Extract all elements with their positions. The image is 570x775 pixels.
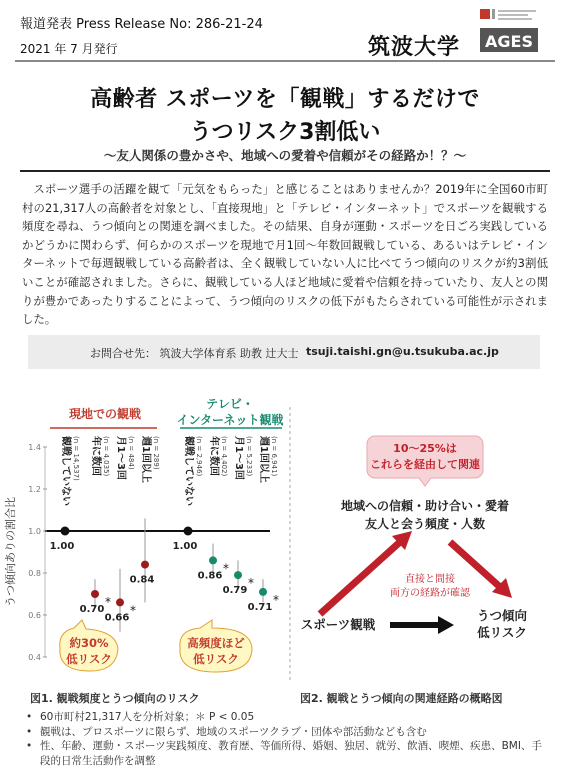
figure1-caption: 図1. 観戦頻度とうつ傾向のリスク (30, 692, 200, 705)
value-label: 0.79 (222, 585, 248, 597)
header-divider (15, 60, 555, 62)
figure2-caption: 図2. 観戦とうつ傾向の関連経路の概略図 (300, 692, 503, 705)
figures (4, 392, 560, 712)
data-point (259, 588, 267, 596)
subtitle: ～友人関係の豊かさや、地域への愛着や信頼がその経路か！？～ (103, 148, 467, 163)
press-release-number: 報道発表 Press Release No: 286-21-24 (20, 17, 263, 32)
arrow-label-line2: 両方の経路が確認 (390, 588, 470, 599)
value-label: 0.86 (197, 570, 223, 582)
category-label: 月1～3回 (115, 436, 126, 480)
value-label: 0.66 (104, 612, 130, 624)
top-callout-line2: これらを経由して関連 (370, 458, 480, 471)
y-tick-label: 0.8 (28, 569, 41, 578)
y-tick-label: 0.4 (28, 653, 41, 662)
category-n-label: (n = 6,941) (270, 436, 278, 477)
note-item: • 60市町村21,317人を分析対象；＊ P < 0.05 (22, 710, 552, 725)
black-arrow (390, 616, 454, 634)
logo-text: AGES (485, 32, 533, 51)
arrow-label-line1: 直接と間接 (405, 574, 455, 585)
note-item: • 性、年齢、運動・スポーツ実践頻度、教育歴、等価所得、婚姻、独居、就労、飲酒、喫煙、疾患、BMI、手段的日常生活動作を調整 (22, 739, 552, 768)
figure1-chart (3, 397, 283, 672)
contact-label: お問合せ先： 筑波大学体育系 助教 辻大士 (90, 347, 299, 360)
issue-date: 2021 年 7 月発行 (20, 42, 118, 56)
category-n-label: (n = 5,233) (245, 436, 253, 477)
significance-star: * (130, 603, 136, 618)
bubble-onsite-line1: 約30% (69, 636, 109, 650)
significance-star: * (248, 576, 254, 591)
panel-tv-title-line1: テレビ・ (206, 397, 254, 411)
y-tick-label: 1.0 (28, 527, 41, 536)
bubble-onsite-line2: 低リスク (66, 652, 112, 666)
headline-line-2: うつリスク3割低い (189, 120, 381, 145)
category-n-label: (n = 289) (152, 436, 160, 470)
data-point (209, 556, 217, 564)
bubble-tv-line2: 低リスク (193, 652, 239, 666)
significance-star: * (223, 561, 229, 576)
category-n-label: (n = 484) (127, 436, 135, 470)
title-divider (20, 170, 550, 172)
notes-list (22, 710, 552, 768)
value-label: 1.00 (49, 541, 75, 552)
category-label: 週1回以上 (140, 436, 151, 483)
category-label: 年に数回 (90, 436, 101, 476)
category-n-label: (n = 4,402) (220, 436, 228, 477)
value-label: 1.00 (172, 541, 198, 552)
y-ticks (28, 443, 47, 662)
exposure-label: スポーツ観戦 (300, 617, 376, 632)
data-point (116, 598, 124, 606)
panel-onsite-title: 現地での観戦 (68, 407, 142, 421)
bubble-onsite (60, 620, 118, 671)
mediator-line2: 友人と会う頻度・人数 (364, 517, 486, 531)
contact-box (28, 335, 540, 369)
university-name: 筑波大学 (368, 35, 461, 60)
y-axis-label: うつ傾向ありの割合比 (4, 497, 17, 607)
chart-marks (50, 435, 279, 632)
data-point (141, 561, 149, 569)
category-n-label: (n = 14,537) (72, 436, 80, 481)
category-label: 週1回以上 (258, 436, 269, 483)
significance-star: * (273, 592, 279, 607)
category-n-label: (n = 4,035) (102, 436, 110, 477)
headline-line-1: 高齢者 スポーツを「観戦」するだけで (90, 87, 480, 112)
category-label: 観戦していない (60, 436, 71, 506)
category-n-label: (n = 2,946) (195, 436, 203, 477)
bubble-tv-line1: 高頻度ほど (187, 636, 245, 650)
body-paragraph: スポーツ選手の活躍を観て「元気をもらった」と感じることはありませんか？2019年に全国60市町村の21,317人の高齢者を対象とし、「直接現地」と「テレビ・インターネット」でスポーツを観戦する頻度を尋ね、うつ傾向との関連を調べました。その結果、自身が運動・スポーツを日ごろ実践しているかどうかに関わらず、何らかのスポーツを現地で月1回～年数回観戦している、あるいはテレビ・インターネットで毎週観戦している高齢者は、全く観戦していない人に比べてうつ傾向のリスクが約3割低いことが確認されました。さらに、観戦している人ほど地域に愛着や信頼を持っていたり、友人との関りが豊かであったりすることによって、うつ傾向のリスクの低下がもたらされている可能性が示されました。 (22, 182, 548, 327)
category-label: 年に数回 (208, 436, 219, 476)
red-arrow-up (320, 531, 412, 614)
ages-logo (478, 6, 540, 56)
mediator-line1: 地域への信頼・助け合い・愛着 (340, 499, 510, 513)
data-point (61, 527, 70, 536)
value-label: 0.84 (129, 574, 155, 586)
y-tick-label: 1.2 (28, 485, 41, 494)
category-label: 観戦していない (183, 436, 194, 506)
significance-star: * (105, 595, 111, 609)
note-item: • 観戦は、プロスポーツに限らず、地域のスポーツクラブ・団体や部活動なども含む (22, 725, 552, 740)
data-point (184, 527, 193, 536)
value-label: 0.71 (247, 601, 273, 613)
outcome-line2: 低リスク (477, 625, 527, 640)
panel-tv-title-line2: インターネット観戦 (176, 413, 284, 427)
y-tick-label: 0.6 (28, 611, 41, 620)
contact-email[interactable]: tsuji.taishi.gn@u.tsukuba.ac.jp (306, 345, 499, 358)
data-point (91, 590, 99, 598)
value-label: 0.70 (79, 604, 105, 615)
figure2-diagram (301, 436, 528, 640)
y-tick-label: 1.4 (28, 443, 41, 452)
category-label: 月1～3回 (233, 436, 244, 480)
bubble-tv (180, 620, 252, 672)
outcome-line1: うつ傾向 (476, 608, 528, 623)
data-point (234, 571, 242, 579)
top-callout-line1: 10～25%は (393, 442, 457, 455)
